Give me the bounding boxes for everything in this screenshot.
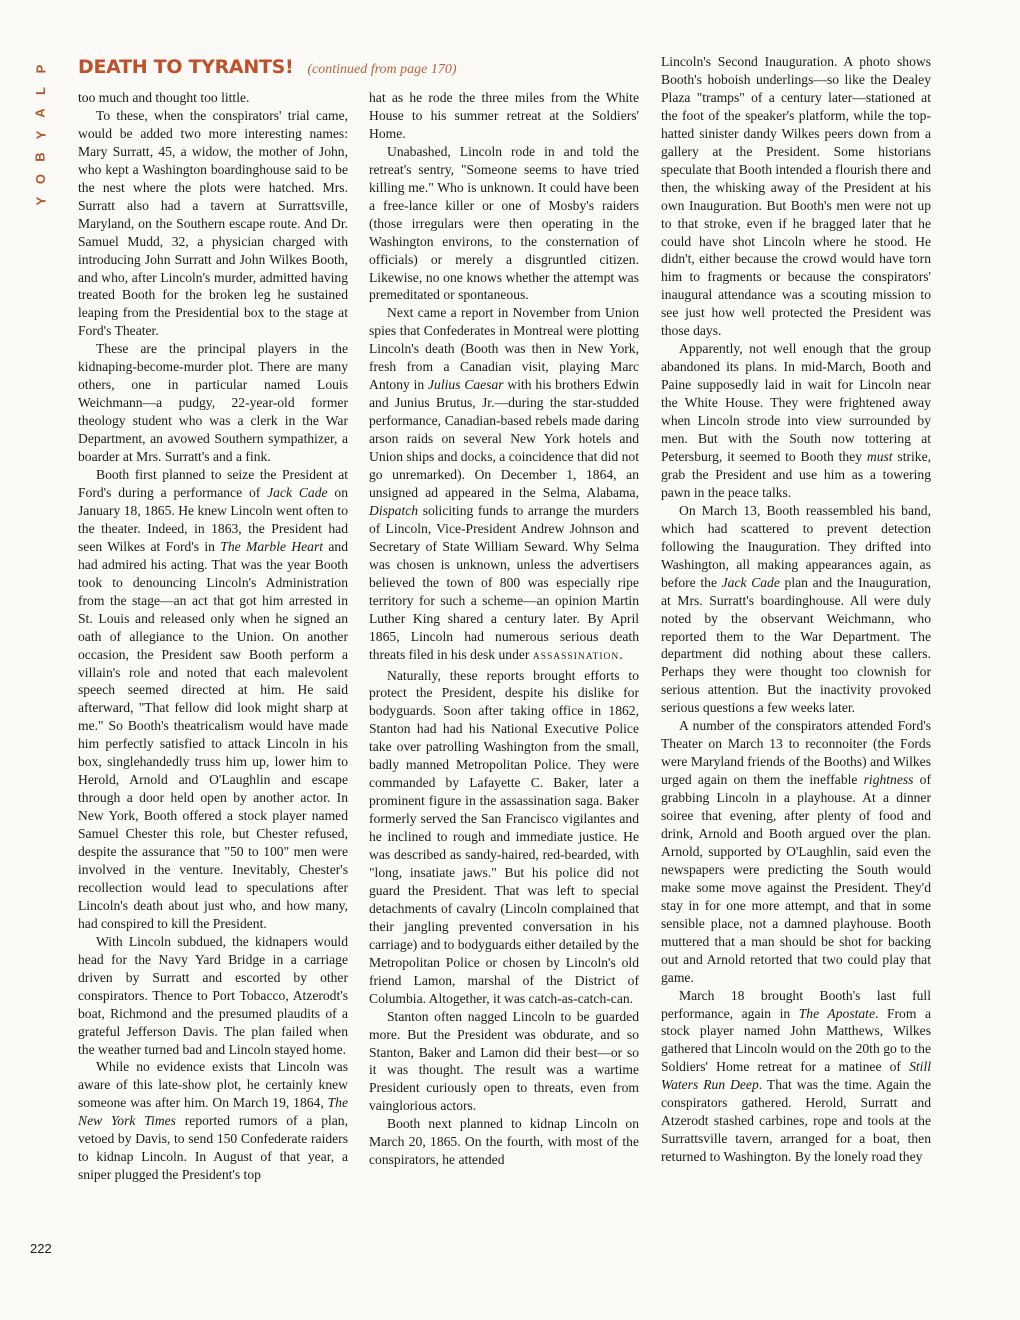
article-header [78, 56, 638, 82]
paragraph: While no evidence exists that Lincoln was aware of this late-show plot, he certainly knew someone was after him. On March 19, 1864, The New York Times reported rumors of a plan, vetoed by Davis, to send 150 Confederate raiders to kidnap Lincoln. In August of that year, a sniper plugged the President's top [78, 1059, 349, 1183]
paragraph: Stanton often nagged Lincoln to be guarded more. But the President was obdurate, and so Stanton, Baker and Lamon did their best—or so it was thought. The result was a wartime President curiously open to threats, even from vainglorious actors. [369, 1008, 639, 1114]
paragraph: With Lincoln subdued, the kidnapers would head for the Navy Yard Bridge in a carriage driven by Surratt and escorted by other conspirators. Thence to Port Tobacco, Atzerodt's boat, Richmond and the presumed plaudits of a grateful Jefferson Davis. The plan failed when the weather turned bad and Lincoln stayed home. [78, 933, 348, 1057]
paragraph: hat as he rode the three miles from the White House to his summer retreat at the Soldiers' Home. [369, 90, 639, 141]
paragraph: Lincoln's Second Inauguration. A photo shows Booth's hoboish underlings—so like the Dealey Plaza "tramps" of a century later—stationed at the foot of the speaker's platform, while the top-hatted sinister dandy Wilkes peers down from a gallery at the President. Some historians speculate that Booth intended a flourish there and then, the whisking away of the President at his own Inauguration. But Booth's men were not up to that stroke, even if he bragged later that he could have shot Lincoln where he stood. He didn't, either because the crowd would have torn him to fragments or because the conspirators' inaugural attendance was a scouting mission to see just how well protected the President was those days. [661, 54, 931, 339]
logo-letter: Y [32, 130, 48, 140]
paragraph: Next came a report in November from Union spies that Confederates in Montreal were plotting Lincoln's death (Booth was then in New York, fresh from a Canadian visit, playing Marc Antony in Julius Caesar with his brothers Edwin and Junius Brutus, Jr.—during the star-studded performance, Canadian-based rebels made daring arson raids on several New York hotels and Union ships and docks, a coincidence that did not go unremarked). On December 1, 1864, an unsigned ad appeared in the Selma, Alabama, Dispatch soliciting funds to arrange the murders of Lincoln, Vice-President Andrew Johnson and Secretary of State William Seward. Why Selma was chosen is unknown, unless the advertisers believed the town of 800 was especially ripe territory for such a scheme—an opinion Martin Luther King shared a century later. By April 1865, Lincoln had numerous serious death threats filed in his desk under ASSASSINATION. [369, 305, 639, 662]
text-column-3 [661, 53, 931, 1166]
text-column-2 [369, 89, 639, 1169]
paragraph: March 18 brought Booth's last full performance, again in The Apostate. From a stock player named John Matthews, Wilkes gathered that Lincoln would on the 20th go to the Soldiers' Home retreat for a matinee of Still Waters Run Deep. That was the time. Again the conspirators gathered. Herold, Surratt and Atzerodt stashed carbines, rope and tools at the Surrattsville tavern, arranged for a boat, then returned to Washington. By the lonely road they [661, 987, 932, 1165]
italic-title: must [866, 448, 893, 464]
italic-title: rightness [863, 772, 914, 788]
magazine-logo [27, 58, 55, 212]
paragraph: Naturally, these reports brought efforts to protect the President, despite his dislike for bodyguards. Soon after taking office in 1862, Stanton had had his National Executive Police take over patrolling Washington from the small, badly manned Metropolitan Police. They were commanded by Lafayette C. Baker, later a prominent figure in the assassination saga. Baker formerly served the San Francisco vigilantes and he inclined to rough and immediate justice. He was described as sandy-haired, red-bearded, with "long, insatiate jaws." But his police did not guard the President. That was left to special detachments of cavalry (Lincoln complained that their jangling prevented conversation in his carriage) and to bodyguards either detailed by the Metropolitan Police or chosen by Lincoln's old friend Lamon, marshal of the District of Columbia. Altogether, it was catch-as-catch-can. [369, 667, 639, 1006]
paragraph: To these, when the conspirators' trial came, would be added two more interesting names: Mary Surratt, 45, a widow, the mother of John, who kept a Washington boardinghouse said to be the nest where the plots were hatched. Mrs. Surratt also had a tavern at Surrattsville, Maryland, on the Southern escape route. And Dr. Samuel Mudd, 32, a physician charged with introducing John Surratt and John Wilkes Booth, and who, after Lincoln's murder, admitted having treated Booth for the broken leg he sustained leaping from the Presidential box to the stage at Ford's Theater. [78, 107, 348, 339]
paragraph: A number of the conspirators attended Ford's Theater on March 13 to reconnoiter (the Fords were Maryland friends of the Booths) and Wilkes urged again on them the ineffable rightness of grabbing Lincoln in a playhouse. At a dinner soiree that evening, after plenty of food and drink, Arnold and Booth argued over the plan. Arnold, supported by O'Laughlin, said even the newspapers were predicting the South would make some move against the President. They'd stay in for one more attempt, and that in some sensible place, not a damned playhouse. Booth muttered that a man should be shot for backing out and Arnold retorted that two could play that game. [661, 718, 931, 985]
italic-title: Jack Cade [267, 484, 328, 500]
logo-letter: O [33, 173, 48, 185]
paragraph: Unabashed, Lincoln rode in and told the retreat's sentry, "Someone seems to have tried killing me." Who is unknown. It could have been a free-lance killer or one of Mosby's raiders (those irregulars were then operating in the Washington environs, to the consternation of officials) or merely a disgruntled citizen. Likewise, no one knows whether the attempt was premeditated or spontaneous. [369, 143, 639, 303]
continued-note: (continued from page 170) [307, 62, 457, 77]
logo-letter: P [32, 64, 48, 74]
paragraph: Booth next planned to kidnap Lincoln on March 20, 1865. On the fourth, with most of the conspirators, he attended [369, 1116, 639, 1168]
italic-title: Julius Caesar [428, 377, 504, 393]
paragraph: too much and thought too little. [78, 90, 250, 105]
italic-title: The New York Times [78, 1095, 348, 1129]
logo-letter: Y [32, 196, 48, 206]
italic-title: The Apostate [798, 1005, 875, 1021]
italic-title: Jack Cade [721, 574, 780, 590]
article-title: DEATH TO TYRANTS! [78, 56, 294, 78]
italic-title: Still Waters Run Deep [661, 1059, 931, 1093]
italic-title: Dispatch [369, 502, 419, 518]
logo-letter: A [32, 108, 48, 118]
paragraph: Booth first planned to seize the President at Ford's during a performance of Jack Cade on January 18, 1865. He knew Lincoln went often to the theater. Indeed, in 1863, the President had seen Wilkes at Ford's in The Marble Heart and had admired his acting. That was the year Booth took to denouncing Lincoln's Administration from the stage—an act that got him arrested in St. Louis and released only when he signed an oath of allegiance to the Union. On another occasion, the President saw Booth perform a villain's role and noted that each malevolent speech seemed directed at him. He said afterward, "That fellow did look might sharp at me." So Booth's theatricalism would have made him perfectly satisfied to attack Lincoln in his box, singlehandedly truss him up, lower him to Herold, Arnold and O'Laughlin and escape through a door held open by another actor. In New York, Booth offered a stock player named Samuel Chester this role, but Chester refused, despite the assurance that "50 to 100" men were involved in the venture. Inevitably, Chester's recollection would lead to speculations after Lincoln's death about just who, and how many, had conspired to kill the President. [78, 467, 348, 931]
paragraph: Apparently, not well enough that the group abandoned its plans. In mid-March, Booth and Paine supposedly laid in wait for Lincoln near the White House. They were frightened away when Lincoln strode into view surrounded by men. But with the South now tottering at Petersburg, it seemed to Booth they must strike, grab the President and use him as a towering pawn in the peace talks. [661, 341, 932, 500]
paragraph: On March 13, Booth reassembled his band, which had scattered to prevent detection following the Inauguration. They drifted into Washington, all making appearances again, as before the Jack Cade plan and the Inauguration, at Mrs. Surratt's boardinghouse. All were duly noted by the observant Weichmann, who reported them to the War Department. The department did nothing about these callers. Perhaps they were thought too clownish for serious attention. But the inactivity provoked serious questions a few weeks later. [661, 502, 931, 716]
small-caps-text: ASSASSINATION [532, 651, 620, 662]
page-number: 222 [30, 1241, 52, 1256]
paragraph: These are the principal players in the kidnaping-become-murder plot. There are many others, one in particular named Louis Weichmann—a pudgy, 22-year-old former theology student who was a clerk in the War Department, an avowed Southern sympathizer, a boarder at Mrs. Surratt's and a fink. [78, 341, 348, 465]
text-column-1 [78, 89, 348, 1184]
logo-letter: L [32, 87, 48, 95]
logo-letter: B [32, 152, 48, 162]
italic-title: The Marble Heart [220, 538, 324, 554]
